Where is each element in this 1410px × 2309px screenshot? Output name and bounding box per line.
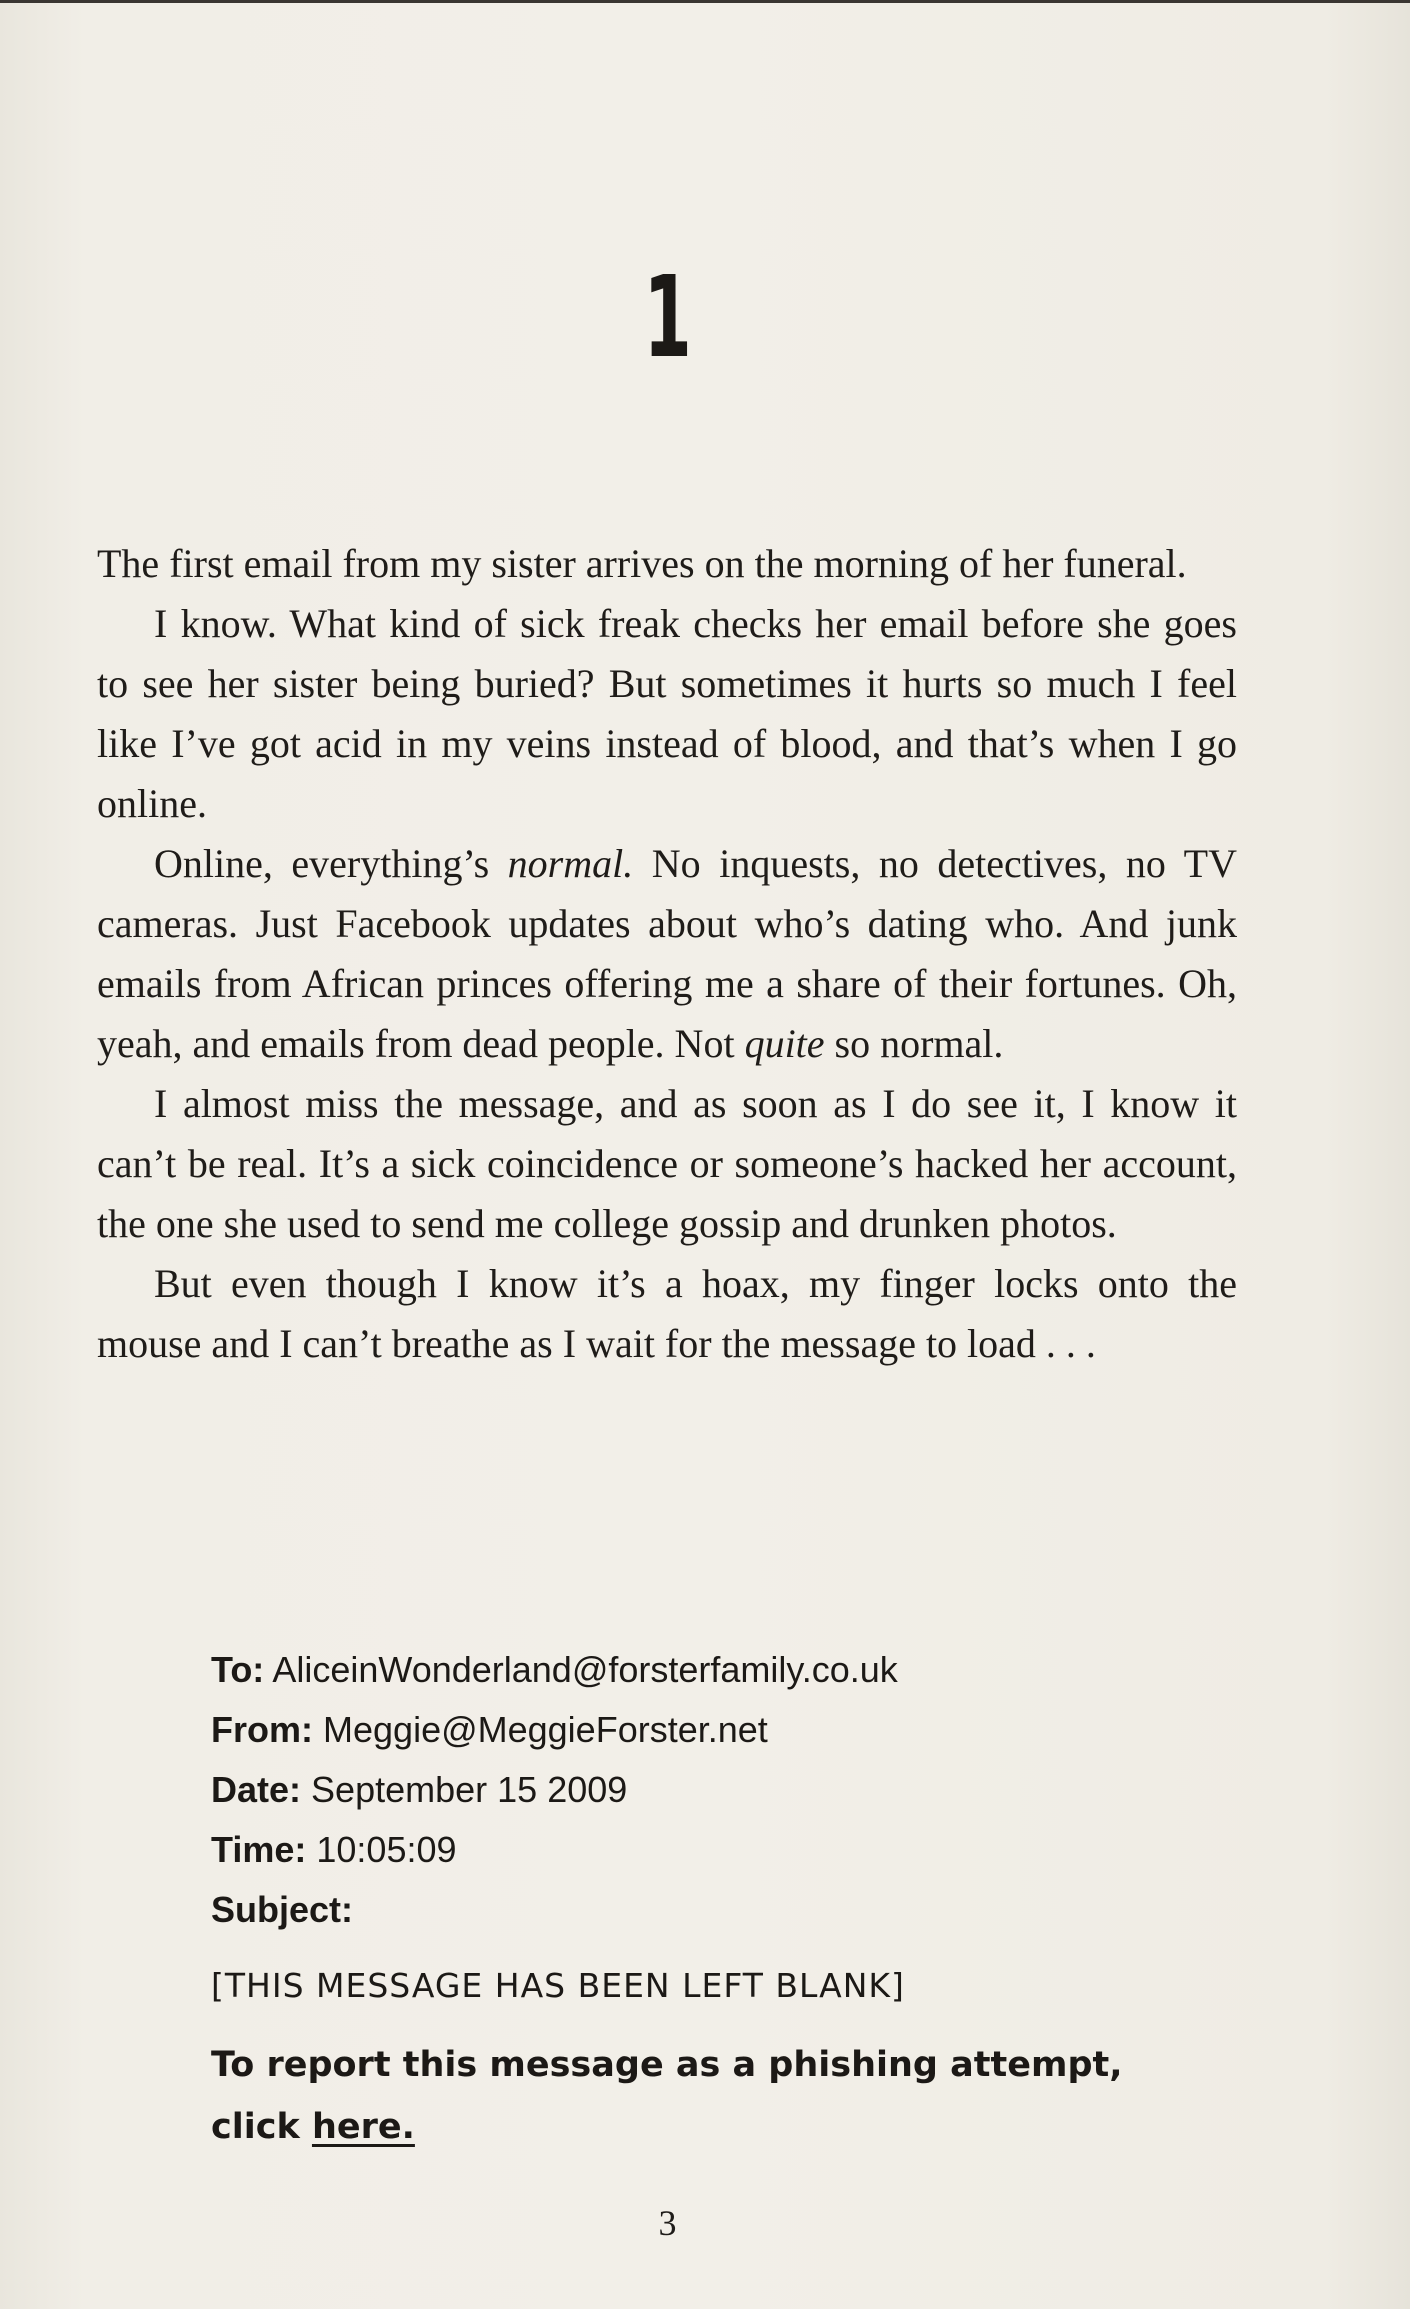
email-time-row xyxy=(211,1820,1231,1880)
email-subject-row xyxy=(211,1880,1231,1940)
email-date-value: September 15 2009 xyxy=(311,1769,628,1810)
paragraph-2: I know. What kind of sick freak checks her email before she goes to see her sister being buried? But sometimes it hurts so much I feel like I’ve got acid in my veins instead of blood, and that’s when I go online. xyxy=(97,601,1237,826)
email-date-label: Date: xyxy=(211,1769,302,1810)
page-top-edge xyxy=(0,0,1410,3)
paragraph-4: I almost miss the message, and as soon as I do see it, I know it can’t be real. It’s a sick coincidence or someone’s hacked her account, the one she used to send me college gossip and drunken photos. xyxy=(97,1081,1237,1246)
email-from-row xyxy=(211,1700,1231,1760)
paragraph-3-emphasis-normal: normal. xyxy=(507,841,634,886)
paragraph-3 xyxy=(97,834,1237,1074)
email-report-text: To report this message as a phishing attempt, click xyxy=(211,2045,1123,2147)
email-report-notice xyxy=(211,2034,1221,2158)
email-from-label: From: xyxy=(211,1709,313,1750)
paragraph-1: The first email from my sister arrives on the morning of her funeral. xyxy=(97,541,1187,586)
email-from-value: Meggie@MeggieForster.net xyxy=(323,1709,768,1750)
paragraph-3-part-c: so normal. xyxy=(824,1021,1004,1066)
paragraph-3-part-b: No inquests, no detectives, no TV cameras. Just Facebook updates about who’s dating who. And junk emails from African princes offering me a share of their fortunes. Oh, yeah, and emails from dead people. Not xyxy=(97,841,1237,1066)
email-blank-notice: [THIS MESSAGE HAS BEEN LEFT BLANK] xyxy=(211,1966,905,2005)
email-subject-label: Subject: xyxy=(211,1889,354,1930)
chapter-number: 1 xyxy=(643,253,692,383)
email-time-value: 10:05:09 xyxy=(316,1829,457,1870)
email-to-label: To: xyxy=(211,1649,265,1690)
chapter-body xyxy=(97,534,1237,1374)
paragraph-3-emphasis-quite: quite xyxy=(744,1021,825,1066)
email-message xyxy=(211,1640,1231,2158)
email-date-row xyxy=(211,1760,1231,1820)
email-to-value: AliceinWonderland@forsterfamily.co.uk xyxy=(272,1649,898,1690)
email-time-label: Time: xyxy=(211,1829,307,1870)
email-report-link[interactable]: here. xyxy=(311,2107,415,2147)
email-to-row xyxy=(211,1640,1231,1700)
paragraph-5: But even though I know it’s a hoax, my finger locks onto the mouse and I can’t breathe as I wait for the message to load . . . xyxy=(97,1261,1237,1366)
page-number: 3 xyxy=(658,2203,677,2243)
paragraph-3-part-a: Online, everything’s xyxy=(154,841,508,886)
